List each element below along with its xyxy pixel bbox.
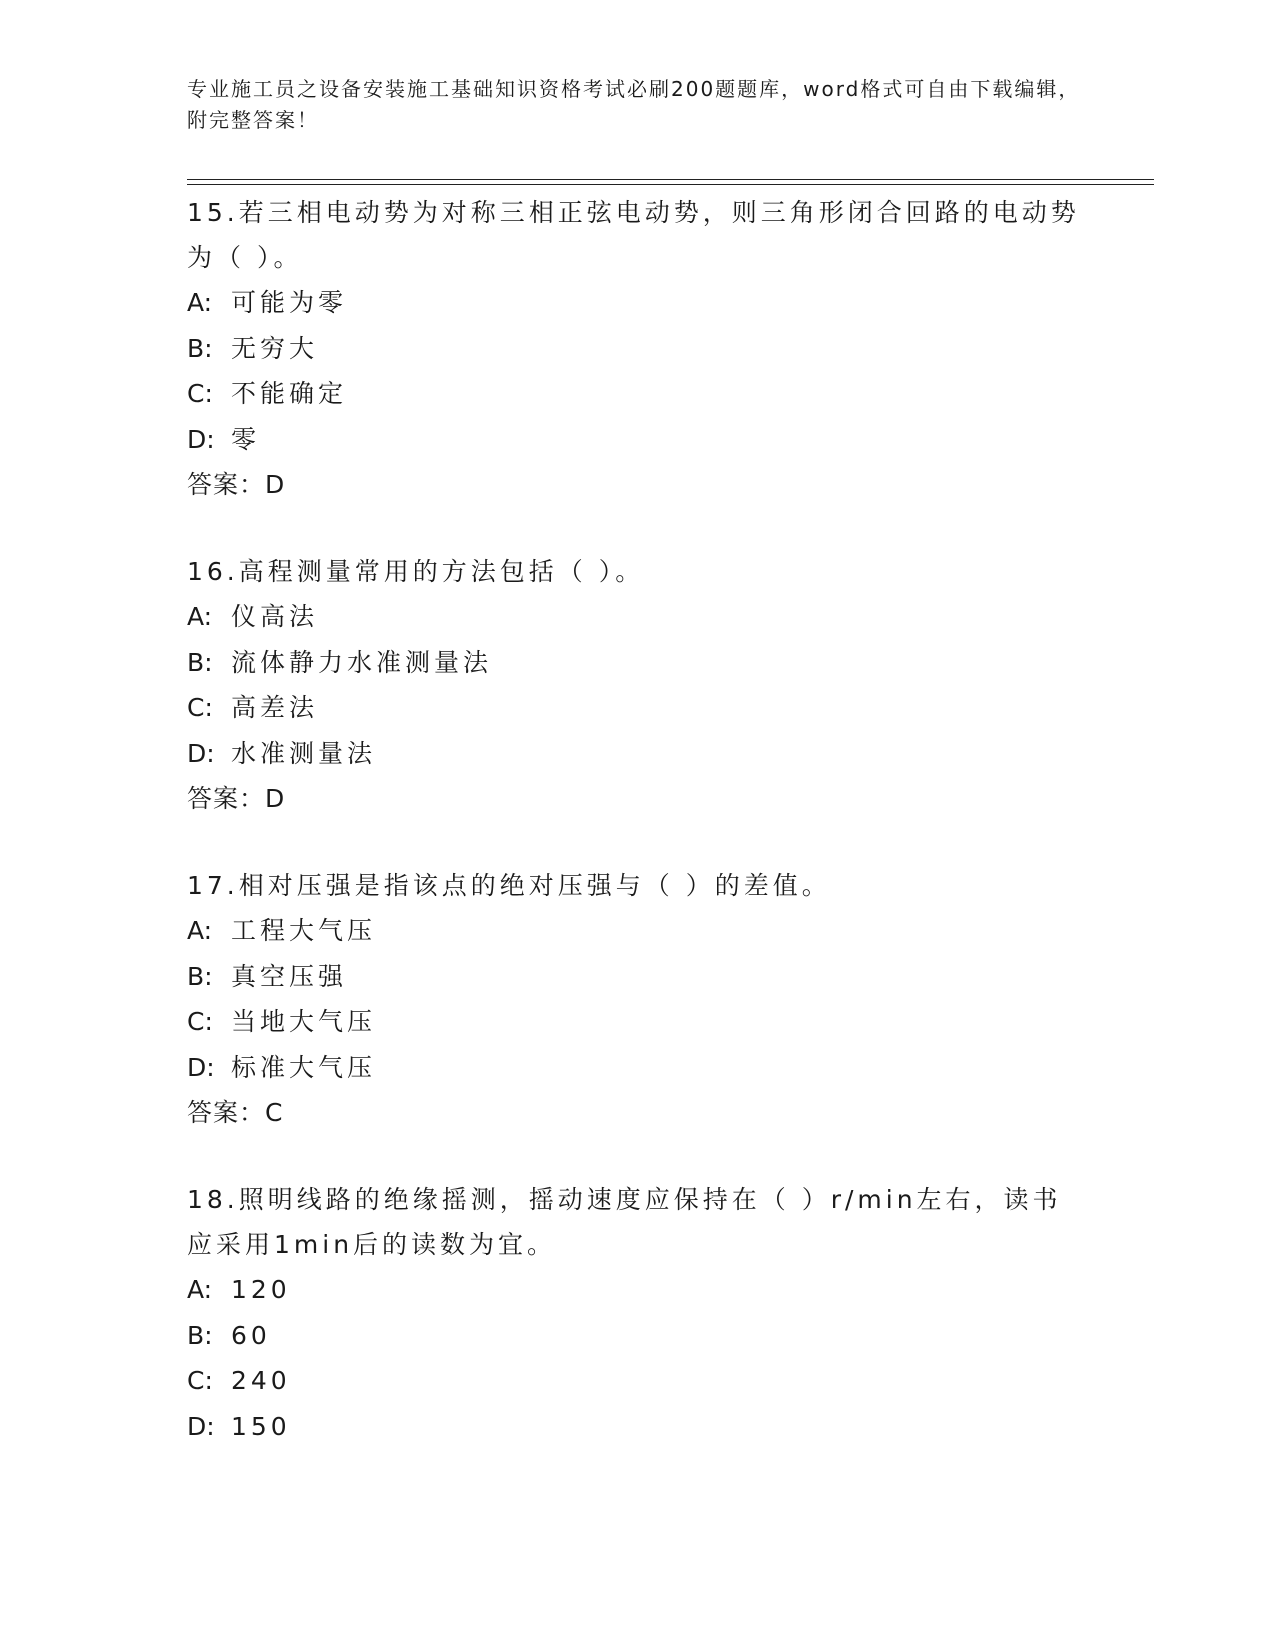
question-stem: 15.若三相电动势为对称三相正弦电动势，则三角形闭合回路的电动势为（ ）。	[187, 198, 1080, 272]
option-letter: D:	[187, 424, 215, 454]
question-stem: 16.高程测量常用的方法包括（ ）。	[187, 557, 645, 586]
option-text: 流体静力水准测量法	[231, 647, 493, 677]
question-16	[187, 549, 1087, 821]
option-a	[187, 908, 1087, 954]
option-text: 无穷大	[231, 333, 319, 363]
option-a	[187, 280, 1087, 326]
option-text: 当地大气压	[231, 1007, 377, 1036]
option-b	[187, 326, 1087, 372]
option-letter: A:	[187, 288, 213, 317]
option-letter: A:	[187, 1275, 213, 1304]
option-d	[187, 1045, 1087, 1091]
option-c	[187, 1358, 1087, 1404]
option-a	[187, 1267, 1087, 1313]
option-text: 高差法	[231, 693, 319, 722]
option-letter: B:	[187, 647, 213, 677]
document-header: 专业施工员之设备安装施工基础知识资格考试必刷200题题库，word格式可自由下载编辑，附完整答案！	[187, 77, 1081, 132]
option-text: 水准测量法	[231, 738, 377, 768]
answer: 答案：D	[187, 784, 286, 813]
answer: 答案：C	[187, 1098, 284, 1127]
option-letter: B:	[187, 1320, 213, 1350]
option-text: 240	[231, 1366, 291, 1395]
option-text: 真空压强	[231, 961, 348, 991]
option-b	[187, 954, 1087, 1000]
option-letter: A:	[187, 602, 213, 631]
option-text: 60	[231, 1320, 271, 1350]
option-text: 仪高法	[231, 602, 319, 631]
option-letter: C:	[187, 693, 213, 722]
option-text: 零	[231, 424, 261, 454]
option-letter: B:	[187, 333, 213, 363]
question-stem: 18.照明线路的绝缘摇测，摇动速度应保持在（ ）r/min左右，读书应采用1min后的读数为宜。	[187, 1185, 1062, 1259]
option-b	[187, 640, 1087, 686]
option-b	[187, 1313, 1087, 1359]
option-text: 120	[231, 1275, 291, 1304]
option-letter: D:	[187, 1052, 215, 1082]
question-list	[187, 190, 1087, 1491]
question-17	[187, 863, 1087, 1135]
question-18	[187, 1177, 1087, 1449]
option-text: 可能为零	[231, 288, 348, 317]
header-divider-top	[187, 179, 1154, 180]
option-d	[187, 731, 1087, 777]
header-divider-bottom	[187, 184, 1154, 185]
answer: 答案：D	[187, 470, 286, 499]
option-letter: C:	[187, 1007, 213, 1036]
option-d	[187, 1404, 1087, 1450]
option-text: 150	[231, 1411, 291, 1441]
option-c	[187, 371, 1087, 417]
option-d	[187, 417, 1087, 463]
option-c	[187, 685, 1087, 731]
option-text: 标准大气压	[231, 1052, 377, 1082]
option-a	[187, 594, 1087, 640]
option-letter: A:	[187, 916, 213, 945]
option-text: 不能确定	[231, 379, 348, 408]
option-letter: D:	[187, 738, 215, 768]
option-text: 工程大气压	[231, 916, 377, 945]
option-c	[187, 999, 1087, 1045]
option-letter: B:	[187, 961, 213, 991]
option-letter: D:	[187, 1411, 215, 1441]
question-stem: 17.相对压强是指该点的绝对压强与（ ）的差值。	[187, 871, 831, 900]
option-letter: C:	[187, 379, 213, 408]
option-letter: C:	[187, 1366, 213, 1395]
question-15	[187, 190, 1087, 507]
